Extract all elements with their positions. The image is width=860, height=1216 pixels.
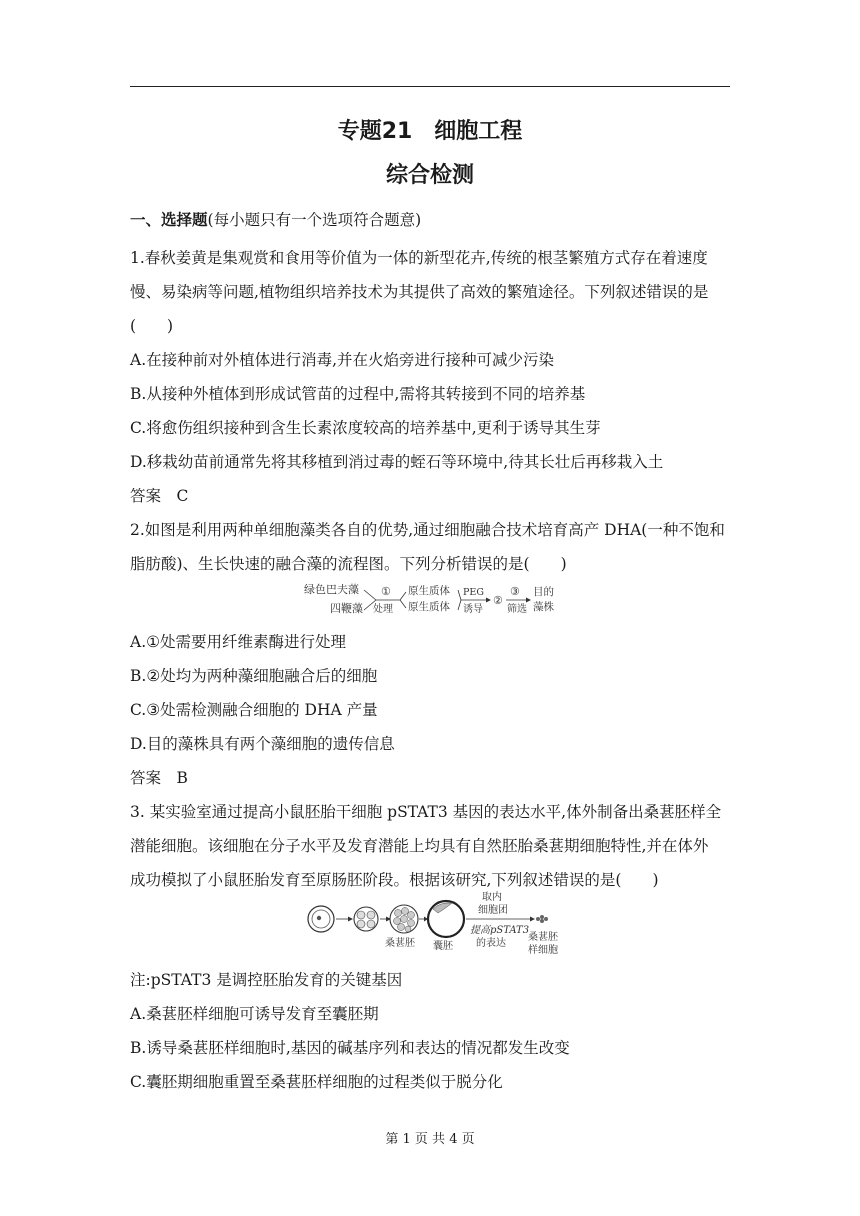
fig-peg-label: PEG [463, 587, 484, 598]
fig-peg-arrowhead [486, 598, 491, 603]
fig-step3-marker: ③ [510, 585, 520, 598]
q1-option-b: B.从接种外植体到形成试管苗的过程中,需将其转接到不同的培养基 [130, 385, 586, 403]
fig-protoplast-1: 原生质体 [408, 585, 450, 597]
page-title: 专题21 细胞工程 [337, 119, 523, 144]
q3-option-a: A.桑葚胚样细胞可诱导发育至囊胚期 [130, 1005, 379, 1023]
fig-take-label-1: 取内 [482, 892, 502, 903]
q2-stem-line1: 2.如图是利用两种单细胞藻类各自的优势,通过细胞融合技术培育高产 DHA(一种不饱和 [130, 521, 725, 539]
fig-target-label-1: 目的 [533, 586, 554, 598]
q1-option-d: D.移栽幼苗前通常先将其移植到消过毒的蛭石等环境中,待其长壮后再移栽入土 [130, 453, 664, 471]
fig-protoplast-2: 原生质体 [408, 601, 450, 613]
fig-split-line-bottom [400, 600, 406, 608]
q3-stem-line1: 3. 某实验室通过提高小鼠胚胎干细胞 pSTAT3 基因的表达水平,体外制备出桑葚胚样全 [130, 803, 722, 821]
page-subtitle: 综合检测 [385, 163, 474, 188]
fig-split-line-top [400, 592, 406, 600]
fig-join-line-bottom [458, 600, 461, 610]
q2-option-a: A.①处需要用纤维素酶进行处理 [130, 633, 347, 651]
fig-step2-marker: ② [493, 594, 503, 607]
q2-flow-diagram [300, 580, 560, 620]
fig-merge-line-top [364, 590, 376, 600]
q3-option-b: B.诱导桑葚胚样细胞时,基因的碱基序列和表达的情况都发生改变 [130, 1039, 570, 1057]
q3-option-c: C.囊胚期细胞重置至桑葚胚样细胞的过程类似于脱分化 [130, 1073, 503, 1091]
fig-raise-label-1: 提高pSTAT3 [470, 925, 530, 936]
fig-raise-label-2: 的表达 [476, 938, 506, 949]
q1-stem-line3: ( ) [130, 317, 174, 335]
fig-alga1-label: 绿色巴夫藻 [304, 583, 359, 596]
fig-screen-label: 筛选 [507, 604, 527, 615]
q3-note: 注:pSTAT3 是调控胚胎发育的关键基因 [130, 971, 403, 989]
section-label: 一、选择题 [130, 211, 208, 229]
fig-mlc-label-1: 桑葚胚 [528, 932, 558, 943]
q3-stem-line2: 潜能细胞。该细胞在分子水平及发育潜能上均具有自然胚胎桑葚期细胞特性,并在体外 [130, 837, 709, 855]
fig-alga2-label: 四鞭藻 [330, 602, 363, 615]
fig-target-label-2: 藻株 [533, 601, 554, 613]
fig-step1-marker: ① [381, 585, 391, 598]
fig-mlc-label-2: 样细胞 [528, 945, 558, 956]
q2-option-d: D.目的藻株具有两个藻细胞的遗传信息 [130, 735, 395, 753]
fig-step1-label: 处理 [373, 604, 393, 615]
fig-morula-label: 桑葚胚 [385, 938, 415, 949]
fig-join-line-top [458, 590, 461, 600]
fig-four-cell [354, 907, 378, 931]
fig-mlc-cluster [536, 915, 548, 923]
q1-stem-line1: 1.春秋姜黄是集观赏和食用等价值为一体的新型花卉,传统的根茎繁殖方式存在着速度 [130, 249, 708, 267]
q1-answer: 答案 C [130, 487, 189, 505]
q3-stem-line3: 成功模拟了小鼠胚胎发育至原肠胚阶段。根据该研究,下列叙述错误的是( ) [130, 871, 659, 889]
fig-screen-arrowhead [526, 598, 531, 603]
q2-answer: 答案 B [130, 769, 188, 787]
q2-stem-line2: 脂肪酸)、生长快速的融合藻的流程图。下列分析错误的是( ) [130, 555, 567, 573]
fig-blasto-label: 囊胚 [433, 941, 453, 952]
fig-take-label-2: 细胞团 [478, 905, 508, 916]
section-note: (每小题只有一个选项符合题意) [207, 211, 422, 229]
header-rule [130, 86, 730, 87]
q1-stem-line2: 慢、易染病等问题,植物组织培养技术为其提供了高效的繁殖途径。下列叙述错误的是 [130, 283, 709, 301]
q2-option-c: C.③处需检测融合细胞的 DHA 产量 [130, 701, 378, 719]
q1-option-c: C.将愈伤组织接种到含生长素浓度较高的培养基中,更利于诱导其生芽 [130, 419, 601, 437]
q1-option-a: A.在接种前对外植体进行消毒,并在火焰旁进行接种可减少污染 [130, 351, 555, 369]
section-heading [130, 208, 421, 230]
page-footer: 第 1 页 共 4 页 [385, 1132, 475, 1147]
q2-option-b: B.②处均为两种藻细胞融合后的细胞 [130, 667, 378, 685]
q3-embryo-diagram [300, 888, 562, 960]
fig-induce-label: 诱导 [463, 604, 483, 615]
